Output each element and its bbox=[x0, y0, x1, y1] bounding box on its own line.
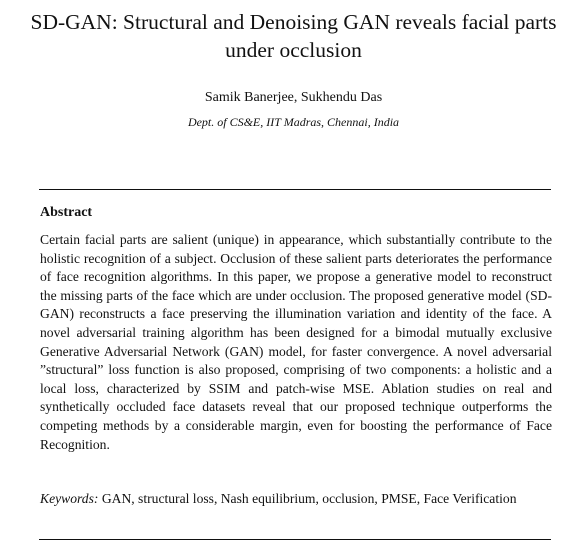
author-affiliation: Dept. of CS&E, IIT Madras, Chennai, India bbox=[187, 115, 400, 129]
bottom-divider bbox=[39, 539, 551, 540]
paper-authors: Samik Banerjee, Sukhendu Das bbox=[204, 90, 383, 105]
top-divider bbox=[39, 189, 551, 190]
keywords-text: GAN, structural loss, Nash equilibrium, occlusion, PMSE, Face Verification bbox=[101, 491, 517, 506]
abstract-heading: Abstract bbox=[40, 205, 93, 220]
keywords-line bbox=[40, 490, 552, 509]
abstract-body: Certain facial parts are salient (unique) in appearance, which substantially contribute to the holistic recognition of a subject. Occlusion of these salient parts deteriorates the performance of face recognition algorithms. In this paper, we propose a generative model to reconstruct the missing parts of the face which are under occlusion. The proposed generative model (SD-GAN) reconstructs a face preserving the illumination variation and identity of the face. A novel adversarial training algorithm has been designed for a bimodal mutually exclusive Generative Adversarial Network (GAN) model, for faster convergence. A novel adversarial ”structural” loss function is also proposed, comprising of two components: a holistic and a local loss, characterized by SSIM and patch-wise MSE. Ablation studies on real and synthetically occluded face datasets reveal that our proposed technique outperforms the competing methods by a considerable margin, even for boosting the performance of Face Recognition. bbox=[40, 232, 552, 452]
paper-title: SD-GAN: Structural and Denoising GAN reveals facial parts under occlusion bbox=[30, 10, 557, 62]
keywords-label: Keywords: bbox=[40, 491, 99, 506]
